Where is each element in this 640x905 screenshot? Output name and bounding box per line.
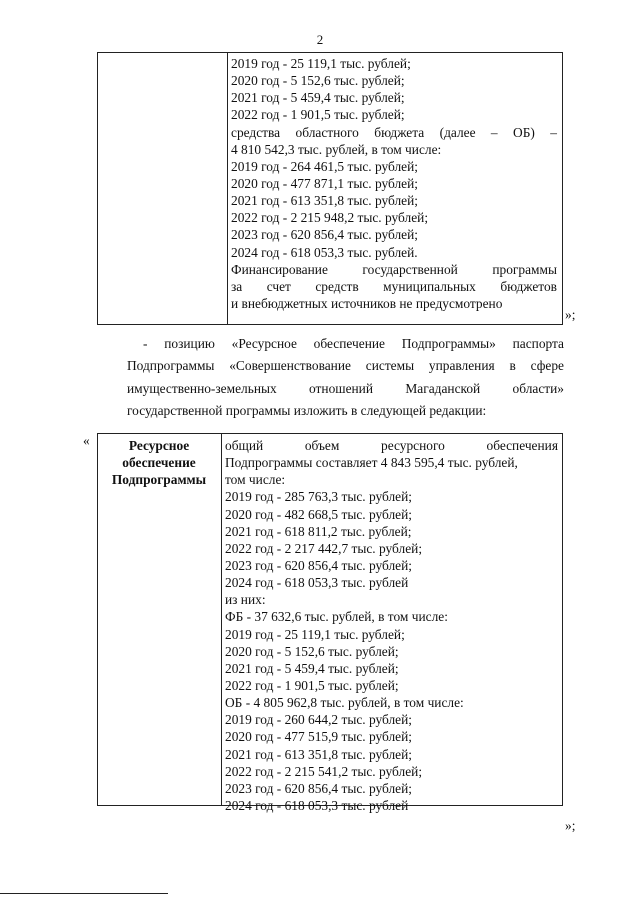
funding-line: 2019 год - 264 461,5 тыс. рублей; [231, 158, 418, 174]
resource-line: 2024 год - 618 053,3 тыс. рублей [225, 797, 409, 813]
label-line: Подпрограммы [111, 472, 207, 488]
resource-line: 2023 год - 620 856,4 тыс. рублей; [225, 557, 412, 573]
paragraph-line: - позицию «Ресурсное обеспечение Подпрограммы» паспорта [143, 336, 564, 351]
resource-line: 2020 год - 482 668,5 тыс. рублей; [225, 506, 412, 522]
label-line: обеспечение [122, 455, 196, 471]
resource-line: из них: [225, 592, 266, 608]
funding-line: 2021 год - 613 351,8 тыс. рублей; [231, 193, 418, 209]
resource-line: 2022 год - 2 217 442,7 тыс. рублей; [225, 540, 423, 556]
funding-line: средства областного бюджета (далее – ОБ) – [231, 124, 557, 140]
closing-quote: »; [565, 307, 576, 322]
resource-line: 2021 год - 613 351,8 тыс. рублей; [225, 746, 412, 762]
resource-line: ФБ - 37 632,6 тыс. рублей, в том числе: [225, 609, 448, 625]
funding-line: 4 810 542,3 тыс. рублей, в том числе: [231, 141, 442, 157]
funding-line: за счет средств муниципальных бюджетов [231, 278, 557, 294]
resource-line: 2021 год - 5 459,4 тыс. рублей; [225, 660, 399, 676]
funding-line: 2020 год - 477 871,1 тыс. рублей; [231, 175, 418, 191]
resource-line: 2023 год - 620 856,4 тыс. рублей; [225, 780, 412, 796]
funding-line: 2022 год - 2 215 948,2 тыс. рублей; [231, 210, 429, 226]
resource-label-cell [100, 437, 218, 488]
closing-quote: »; [565, 818, 576, 833]
label-line: Ресурсное [128, 438, 190, 453]
funding-line: 2019 год - 25 119,1 тыс. рублей; [231, 56, 411, 71]
funding-line: и внебюджетных источников не предусмотрено [231, 295, 503, 311]
funding-line: 2021 год - 5 459,4 тыс. рублей; [231, 90, 405, 106]
table-column-divider [221, 434, 222, 805]
funding-line: Финансирование государственной программы [231, 261, 557, 277]
funding-line: 2024 год - 618 053,3 тыс. рублей. [231, 244, 418, 260]
funding-line: 2022 год - 1 901,5 тыс. рублей; [231, 107, 405, 123]
funding-cell-text [231, 55, 557, 312]
resource-line: ОБ - 4 805 962,8 тыс. рублей, в том числе: [225, 695, 464, 711]
paragraph-line: имущественно-земельных отношений Магаданской области» [127, 380, 564, 396]
resource-line: 2022 год - 1 901,5 тыс. рублей; [225, 677, 399, 693]
opening-quote: « [83, 433, 90, 448]
resource-value-cell [225, 437, 558, 814]
resource-line: Подпрограммы составляет 4 843 595,4 тыс. рублей, [225, 455, 518, 471]
paragraph-line: Подпрограммы «Совершенствование системы управления в сфере [127, 358, 564, 374]
resource-line: общий объем ресурсного обеспечения [225, 438, 558, 453]
funding-line: 2023 год - 620 856,4 тыс. рублей; [231, 227, 418, 243]
resource-line: 2024 год - 618 053,3 тыс. рублей [225, 575, 409, 591]
paragraph-line: государственной программы изложить в следующей редакции: [127, 402, 487, 418]
funding-line: 2020 год - 5 152,6 тыс. рублей; [231, 73, 405, 89]
resource-line: 2020 год - 477 515,9 тыс. рублей; [225, 729, 412, 745]
table-column-divider [227, 53, 228, 324]
resource-line: 2019 год - 285 763,3 тыс. рублей; [225, 489, 412, 505]
footer-rule [0, 893, 168, 894]
page-number: 2 [316, 32, 324, 47]
resource-line: 2019 год - 25 119,1 тыс. рублей; [225, 626, 405, 642]
resource-line: 2021 год - 618 811,2 тыс. рублей; [225, 523, 412, 539]
resource-line: том числе: [225, 472, 286, 488]
resource-line: 2022 год - 2 215 541,2 тыс. рублей; [225, 763, 423, 779]
resource-line: 2019 год - 260 644,2 тыс. рублей; [225, 712, 412, 728]
instruction-paragraph [127, 333, 564, 422]
resource-line: 2020 год - 5 152,6 тыс. рублей; [225, 643, 399, 659]
